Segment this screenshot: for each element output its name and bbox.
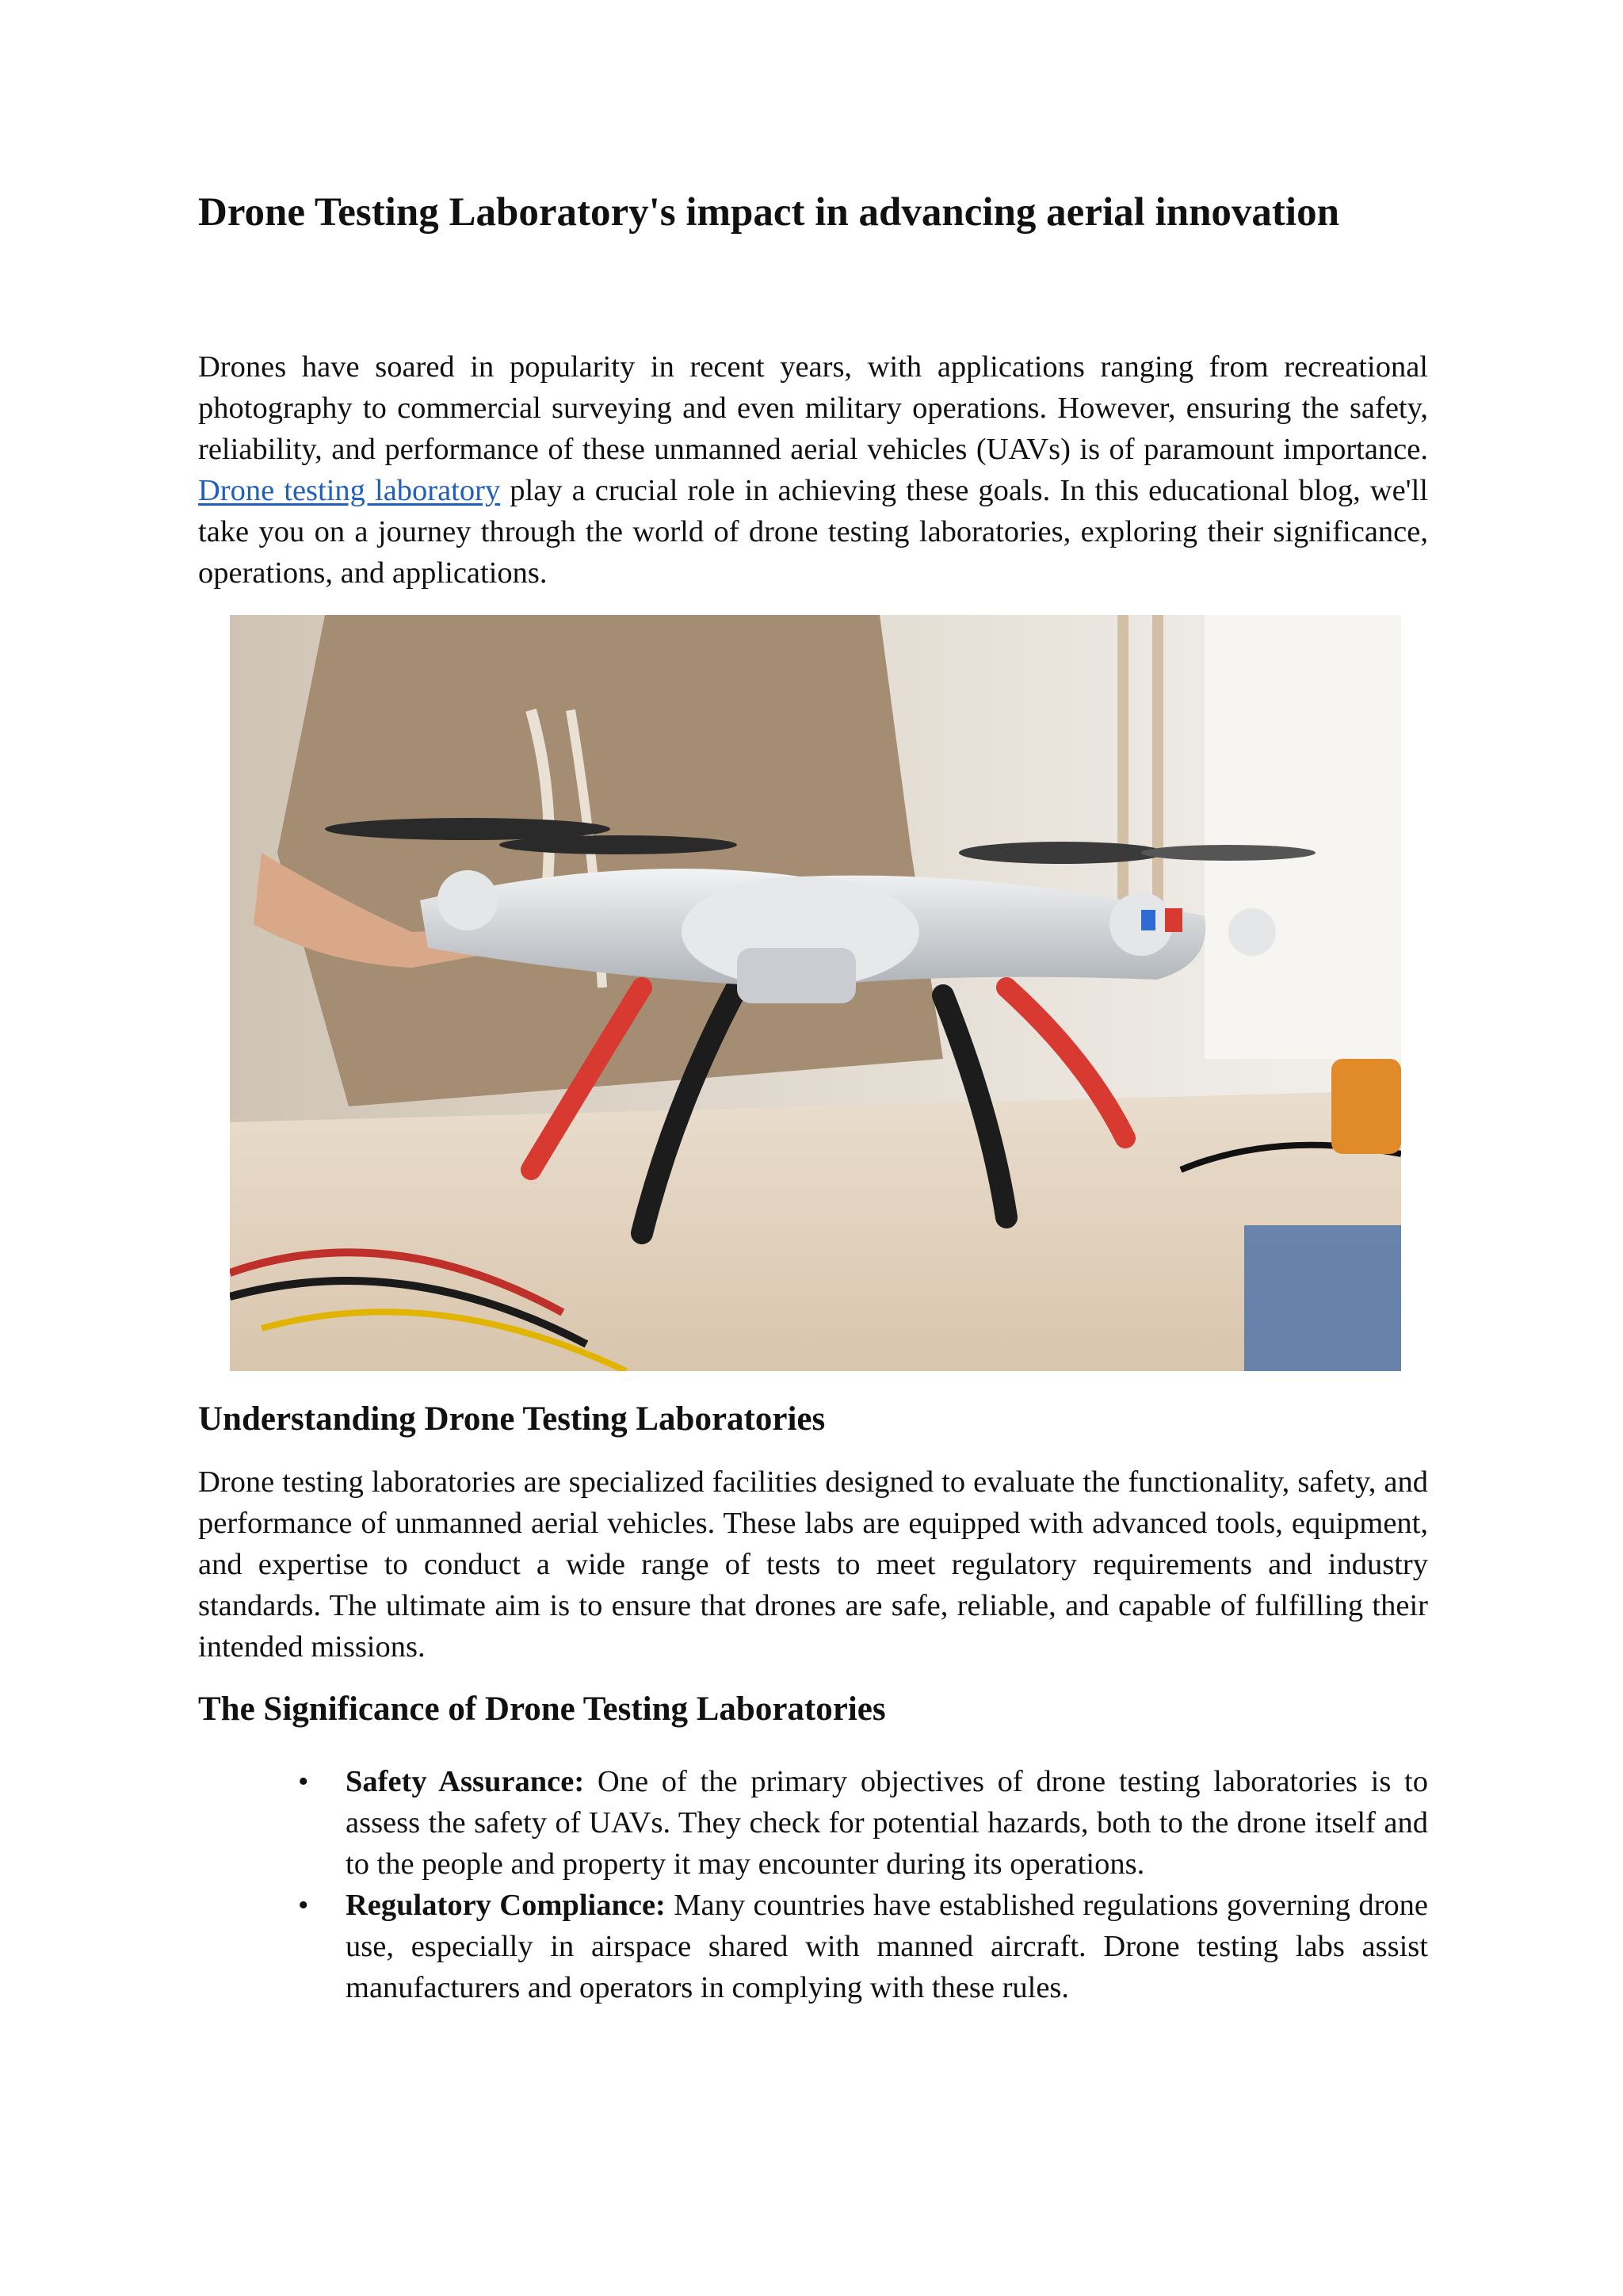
significance-bullet-list	[198, 1761, 1428, 2008]
bullet-text: One of the primary objectives of drone testing laboratories is to assess the safety of UAVs. They check for potential hazards, both to the drone itself and to the people and property it may encounter during its operations.	[346, 1765, 1429, 1881]
bullet-text: Many countries have established regulations governing drone use, especially in airspace shared with manned aircraft. Drone testing labs assist manufacturers and operators in complying with these rules.	[346, 1889, 1428, 2004]
bullet-item-safety-assurance	[198, 1761, 1428, 1885]
bullet-icon: •	[298, 1889, 309, 1922]
drone-testing-laboratory-link[interactable]: Drone testing laboratory	[198, 474, 501, 507]
tool-tray	[1244, 1225, 1401, 1371]
section-understanding-body: Drone testing laboratories are specialized facilities designed to evaluate the functionality, safety, and performance of unmanned aerial vehicles. These labs are equipped with advanced tools, equipment, and expertise to conduct a wide range of tests to meet regulatory requirements and industry standards. The ultimate aim is to ensure that drones are safe, reliable, and capable of fulfilling their intended missions.	[198, 1465, 1428, 1664]
bullet-label: Safety Assurance:	[346, 1765, 585, 1798]
intro-paragraph	[198, 346, 1428, 594]
bullet-icon: •	[298, 1765, 309, 1798]
section-heading-understanding: Understanding Drone Testing Laboratories	[198, 1400, 826, 1438]
window-light	[1205, 615, 1401, 1059]
article-title: Drone Testing Laboratory's impact in advancing aerial innovation	[198, 190, 1339, 235]
bullet-label: Regulatory Compliance:	[346, 1889, 666, 1922]
table-surface	[230, 1091, 1401, 1371]
drone-lab-photo	[230, 615, 1401, 1371]
intro-text-before-link: Drones have soared in popularity in recent years, with applications ranging from recreational photography to commercial surveying and even military operations. However, ensuring the safety, reliability, and performance of these unmanned aerial vehicles (UAVs) is of paramount importance.	[198, 350, 1428, 466]
drone-illustration	[230, 615, 1401, 1371]
bullet-item-regulatory-compliance	[198, 1885, 1428, 2008]
section-heading-significance: The Significance of Drone Testing Laboratories	[198, 1690, 886, 1728]
multimeter	[1331, 1059, 1401, 1154]
intro-text-after-link: play a crucial role in achieving these goals. In this educational blog, we'll take you on a journey through the world of drone testing laboratories, exploring their significance, operations, and applications.	[198, 474, 1428, 590]
